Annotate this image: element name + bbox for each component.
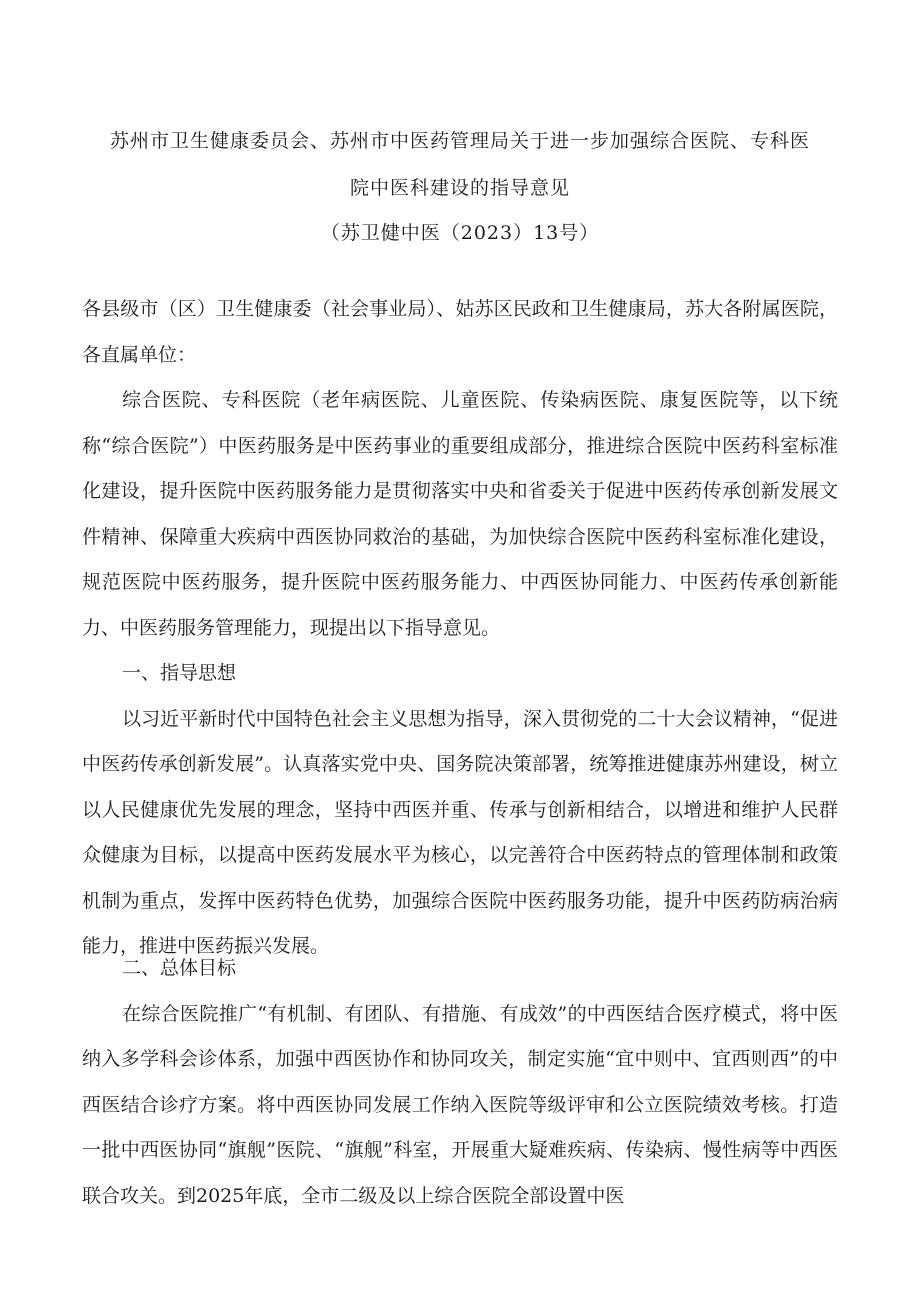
document-title-line-2: 院中医科建设的指导意见 xyxy=(349,177,570,199)
document-number: （苏卫健中医（2023）13号） xyxy=(320,222,600,244)
document-body-continued xyxy=(82,946,838,1219)
intro-paragraph: 综合医院、专科医院（老年病医院、儿童医院、传染病医院、康复医院等，以下统称“综合医院”）中医药服务是中医药事业的重要组成部分，推进综合医院中医药科室标准化建设，提升医院中医药服务能力是贯彻落实中央和省委关于促进中医药传承创新发展文件精神、保障重大疾病中西医协同救治的基础，为加快综合医院中医药科室标准化建设，规范医院中医药服务，提升医院中医药服务能力、中西医协同能力、中医药传承创新能力、中医药服务管理能力，现提出以下指导意见。 xyxy=(82,389,838,639)
addressee-paragraph: 各县级市（区）卫生健康委（社会事业局）、姑苏区民政和卫生健康局，苏大各附属医院，各直属单位： xyxy=(82,298,838,366)
section-1-paragraph: 以习近平新时代中国特色社会主义思想为指导，深入贯彻党的二十大会议精神，“促进中医药传承创新发展”。认真落实党中央、国务院决策部署，统筹推进健康苏州建设，树立以人民健康优先发展的理念，坚持中西医并重、传承与创新相结合，以增进和维护人民群众健康为目标，以提高中医药发展水平为核心，以完善符合中医药特点的管理体制和政策机制为重点，发挥中医药特色优势，加强综合医院中医药服务功能，提升中医药防病治病能力，推进中医药振兴发展。 xyxy=(82,707,838,957)
section-2-paragraph: 在综合医院推广“有机制、有团队、有措施、有成效”的中西医结合医疗模式，将中医纳入多学科会诊体系，加强中西医协作和协同攻关，制定实施“宜中则中、宜西则西”的中西医结合诊疗方案。将中西医协同发展工作纳入医院等级评审和公立医院绩效考核。打造一批中西医协同“旗舰”医院、“旗舰”科室，开展重大疑难疾病、传染病、慢性病等中西医联合攻关。到2025年底，全市二级及以上综合医院全部设置中医 xyxy=(82,1002,838,1207)
document-body xyxy=(82,287,838,970)
document-title-line-1: 苏州市卫生健康委员会、苏州市中医药管理局关于进一步加强综合医院、专科医 xyxy=(109,130,810,152)
section-1-heading: 一、指导思想 xyxy=(122,662,237,684)
section-2-heading: 二、总体目标 xyxy=(122,957,237,979)
